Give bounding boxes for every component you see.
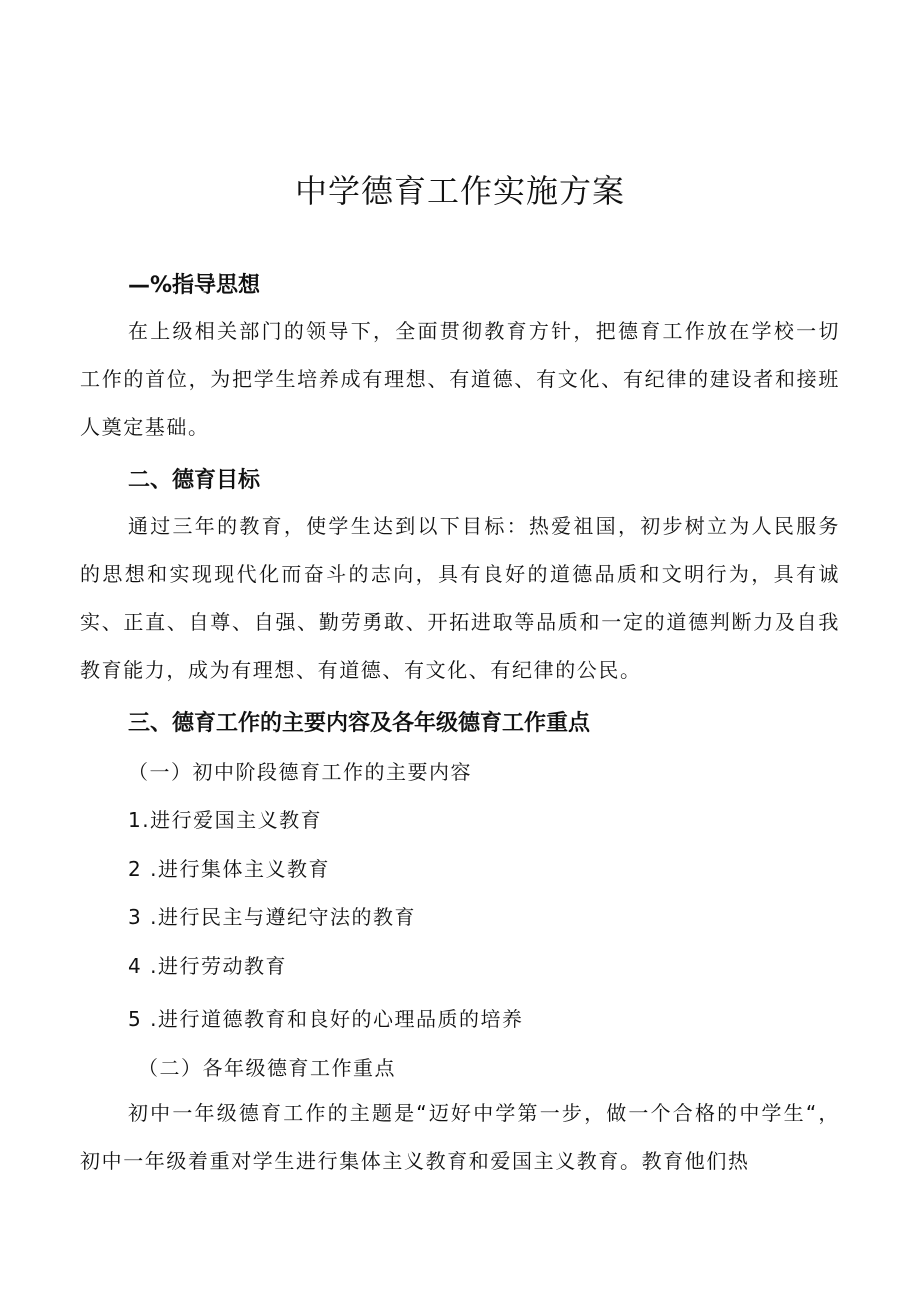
section-heading-main-content: 三、德育工作的主要内容及各年级德育工作重点: [128, 711, 591, 736]
subheading-grade-focus: （二）各年级德育工作重点: [138, 1056, 396, 1080]
list-item: 2 .进行集体主义教育: [128, 857, 330, 881]
document-title: 中学德育工作实施方案: [294, 172, 625, 210]
paragraph-guiding-ideology: 在上级相关部门的领导下，全面贯彻教育方针，把德育工作放在学校一切工作的首位，为把学生培养成有理想、有道德、有文化、有纪律的建设者和接班人奠定基础。: [80, 319, 840, 439]
paragraph-moral-goals: 通过三年的教育，使学生达到以下目标：热爱祖国，初步树立为人民服务的思想和实现现代化而奋斗的志向，具有良好的道德品质和文明行为，具有诚实、正直、自尊、自强、勤劳勇敢、开拓进取等品质和一定的道德判断力及自我教育能力，成为有理想、有道德、有文化、有纪律的公民。: [80, 514, 840, 682]
section-heading-guiding-ideology: —%指导思想: [128, 273, 261, 298]
list-item: 5 .进行道德教育和良好的心理品质的培养: [128, 1007, 524, 1031]
section-heading-moral-goals: 二、德育目标: [128, 468, 261, 493]
paragraph-grade-focus: 初中一年级德育工作的主题是“迈好中学第一步，做一个合格的中学生“，初中一年级着重对学生进行集体主义教育和爱国主义教育。教育他们热: [80, 1101, 840, 1173]
list-item: 4 .进行劳动教育: [128, 954, 287, 978]
list-item: 3 .进行民主与遵纪守法的教育: [128, 905, 416, 929]
subheading-junior-content: （一）初中阶段德育工作的主要内容: [128, 760, 472, 784]
list-item: 1.进行爱国主义教育: [128, 808, 323, 832]
